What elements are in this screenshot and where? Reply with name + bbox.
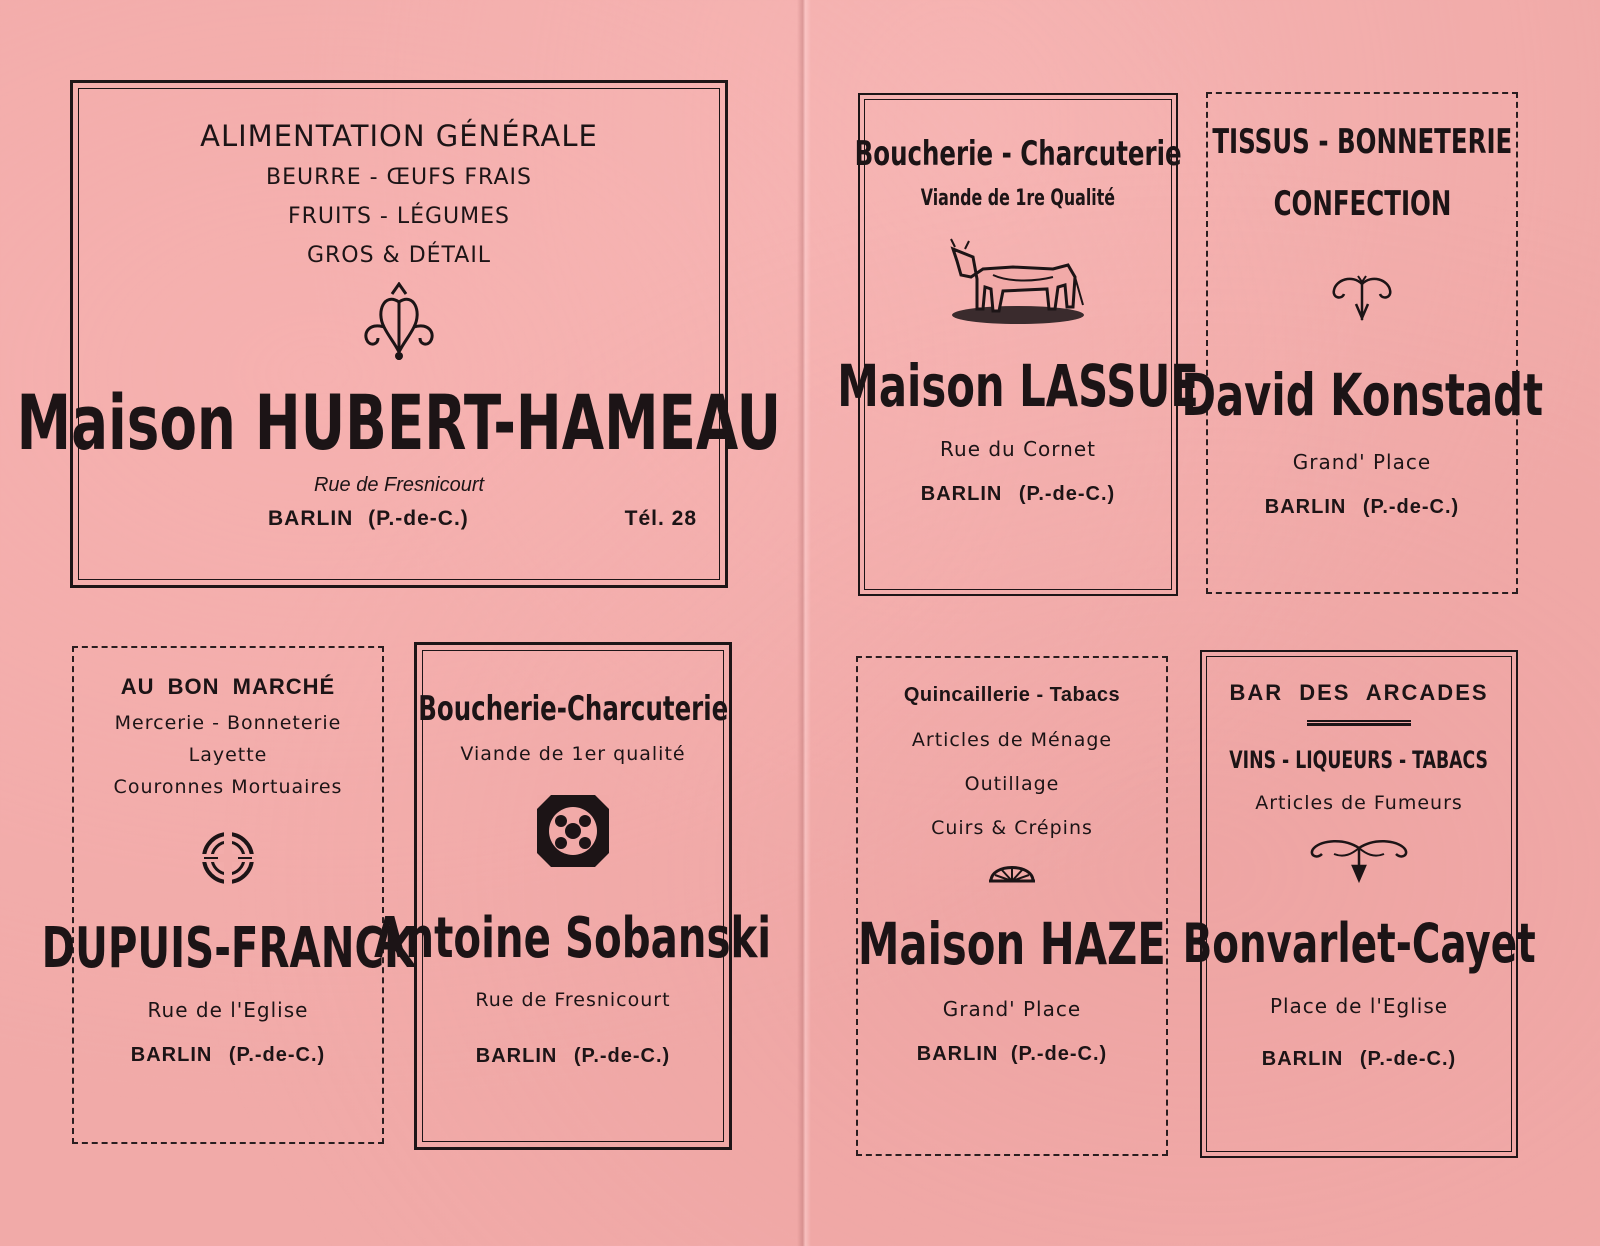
business-name: Maison HAZE bbox=[858, 910, 1166, 978]
ad-line4: Couronnes Mortuaires bbox=[113, 776, 343, 798]
ad-line3: Outillage bbox=[964, 773, 1060, 795]
ad-bonvarlet-cayet bbox=[1182, 650, 1536, 1158]
street-address: Grand' Place bbox=[942, 997, 1082, 1021]
town: BARLIN (P.-de-C.) bbox=[1261, 1048, 1457, 1070]
phone: Tél. 28 bbox=[624, 507, 697, 530]
business-name: Maison LASSUE bbox=[837, 352, 1199, 420]
business-name: David Konstadt bbox=[1181, 361, 1543, 429]
ad-line1: TISSUS - BONNETERIE bbox=[1212, 122, 1512, 162]
scroll-ornament-icon bbox=[1322, 274, 1402, 324]
business-name: Maison HUBERT-HAMEAU bbox=[16, 377, 782, 467]
ad-lassue bbox=[837, 93, 1199, 596]
ad-line3: FRUITS - LÉGUMES bbox=[287, 204, 510, 229]
ad-line2: CONFECTION bbox=[1273, 184, 1451, 224]
cow-engraving-icon bbox=[943, 227, 1093, 327]
ad-line2: Mercerie - Bonneterie bbox=[114, 712, 342, 734]
street-address: Grand' Place bbox=[1292, 450, 1432, 474]
street-address: Rue de Fresnicourt bbox=[313, 474, 485, 496]
town: BARLIN (P.-de-C.) bbox=[268, 507, 469, 530]
ad-sobanski bbox=[374, 642, 772, 1150]
ad-line4: Cuirs & Crépins bbox=[931, 817, 1093, 839]
ad-line4: GROS & DÉTAIL bbox=[306, 243, 492, 268]
town: BARLIN (P.-de-C.) bbox=[1264, 496, 1460, 518]
ad-line1: Quincaillerie - Tabacs bbox=[903, 684, 1121, 706]
street-address: Place de l'Eglise bbox=[1269, 994, 1449, 1018]
ad-line1: AU BON MARCHÉ bbox=[120, 674, 336, 699]
town: BARLIN (P.-de-C.) bbox=[916, 1043, 1108, 1065]
ad-haze bbox=[856, 656, 1168, 1156]
street-address: Rue de l'Eglise bbox=[147, 998, 309, 1022]
ad-line2: Viande de 1er qualité bbox=[460, 743, 686, 765]
business-name: Antoine Sobanski bbox=[374, 905, 772, 971]
fleur-ornament-icon bbox=[354, 282, 444, 362]
street-address: Rue de Fresnicourt bbox=[475, 989, 671, 1011]
ad-line2: Articles de Ménage bbox=[911, 729, 1113, 751]
ad-hubert-hameau bbox=[16, 80, 782, 588]
ad-konstadt bbox=[1181, 92, 1543, 594]
page-fold bbox=[797, 0, 811, 1246]
ad-line1: BAR DES ARCADES bbox=[1229, 680, 1489, 705]
ad-line2: Viande de 1re Qualité bbox=[920, 185, 1116, 211]
street-address: Rue du Cornet bbox=[940, 437, 1096, 461]
title-underline bbox=[1307, 720, 1411, 726]
ad-line1: Boucherie - Charcuterie bbox=[854, 134, 1182, 174]
ad-line1: ALIMENTATION GÉNÉRALE bbox=[200, 119, 598, 153]
circle-ornament-icon bbox=[198, 828, 258, 888]
ad-line3: Layette bbox=[188, 744, 268, 766]
ad-line3: Articles de Fumeurs bbox=[1255, 792, 1463, 814]
shell-ornament-icon bbox=[987, 855, 1037, 887]
ad-line2: BEURRE - ŒUFS FRAIS bbox=[266, 165, 532, 190]
ad-dupuis-franck bbox=[41, 646, 415, 1144]
scroll-ornament-icon bbox=[1304, 834, 1414, 884]
flower-tile-icon bbox=[533, 791, 613, 871]
business-name: DUPUIS-FRANCK bbox=[41, 915, 415, 981]
town: BARLIN (P.-de-C.) bbox=[475, 1045, 671, 1067]
ad-line2: VINS - LIQUEURS - TABACS bbox=[1229, 746, 1489, 774]
ad-line1: Boucherie-Charcuterie bbox=[418, 689, 728, 729]
town: BARLIN (P.-de-C.) bbox=[920, 483, 1116, 505]
town: BARLIN (P.-de-C.) bbox=[130, 1044, 326, 1066]
business-name: Bonvarlet-Cayet bbox=[1182, 911, 1536, 975]
